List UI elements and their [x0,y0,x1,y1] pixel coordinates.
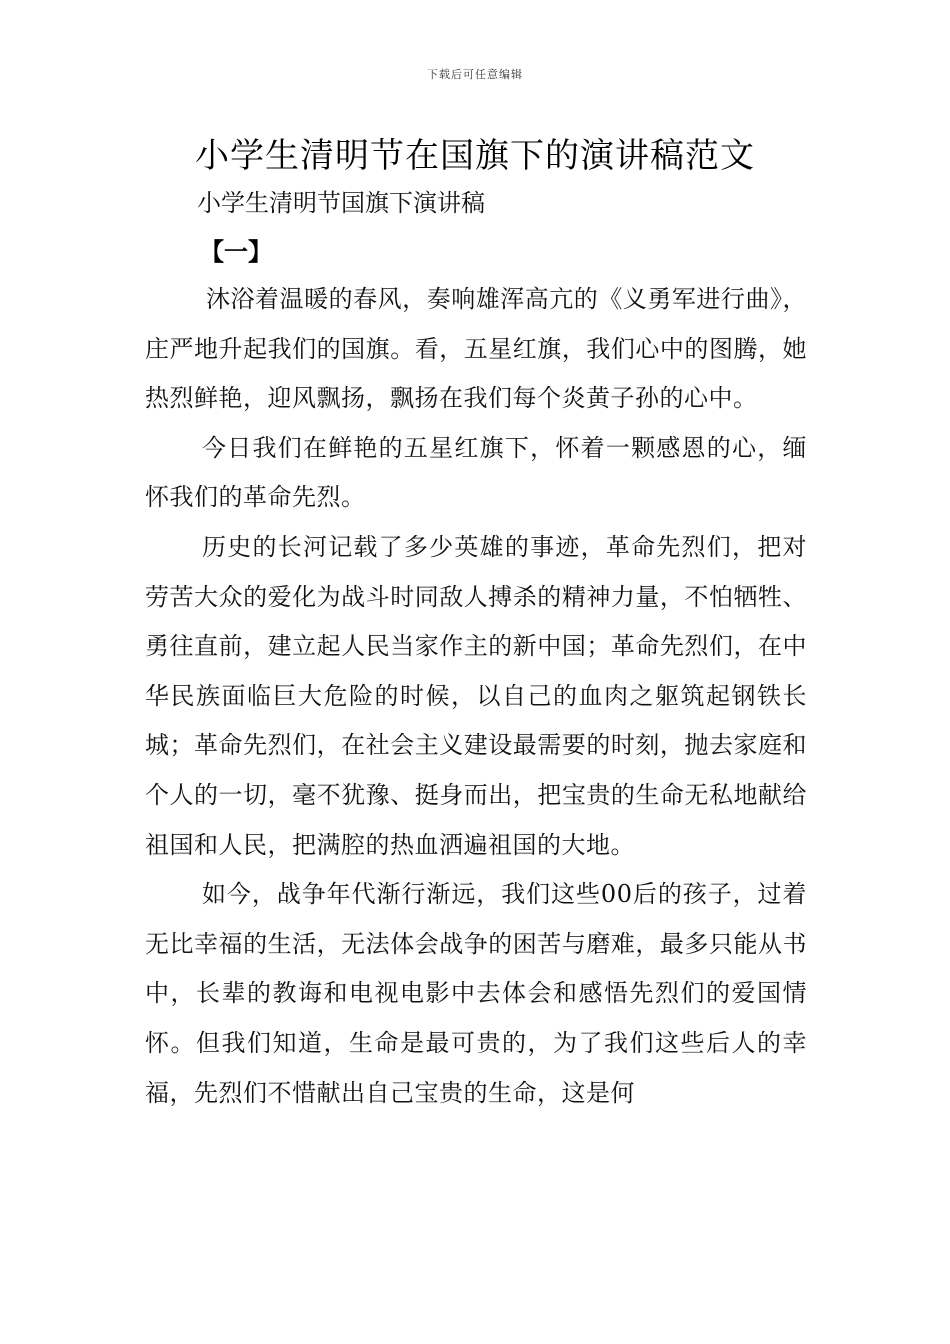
document-subtitle: 小学生清明节国旗下演讲稿 [197,189,485,217]
paragraph: 如今，战争年代渐行渐远，我们这些00后的孩子，过着无比幸福的生活，无法体会战争的困苦与磨难，最多只能从书中，长辈的教诲和电视电影中去体会和感悟先烈们的爱国情怀。但我们知道，生命是最可贵的，为了我们这些后人的幸福，先烈们不惜献出自己宝贵的生命，这是何 [145,880,807,1107]
document-body [145,275,807,1118]
paragraph: 今日我们在鲜艳的五星红旗下，怀着一颗感恩的心，缅怀我们的革命先烈。 [145,433,807,512]
paragraph: 历史的长河记载了多少英雄的事迹，革命先烈们，把对劳苦大众的爱化为战斗时同敌人搏杀的精神力量，不怕牺牲、勇往直前，建立起人民当家作主的新中国；革命先烈们，在中华民族面临巨大危险的时候，以自己的血肉之躯筑起钢铁长城；革命先烈们，在社会主义建设最需要的时刻，抛去家庭和个人的一切，毫不犹豫、挺身而出，把宝贵的生命无私地献给祖国和人民，把满腔的热血洒遍祖国的大地。 [145,532,807,859]
header-note: 下载后可任意编辑 [427,68,523,81]
document-title: 小学生清明节在国旗下的演讲稿范文 [195,136,755,176]
paragraph: 沐浴着温暖的春风，奏响雄浑高亢的《义勇军进行曲》，庄严地升起我们的国旗。看，五星红旗，我们心中的图腾，她热烈鲜艳，迎风飘扬，飘扬在我们每个炎黄子孙的心中。 [145,285,807,413]
section-marker: 【一】 [200,238,272,266]
